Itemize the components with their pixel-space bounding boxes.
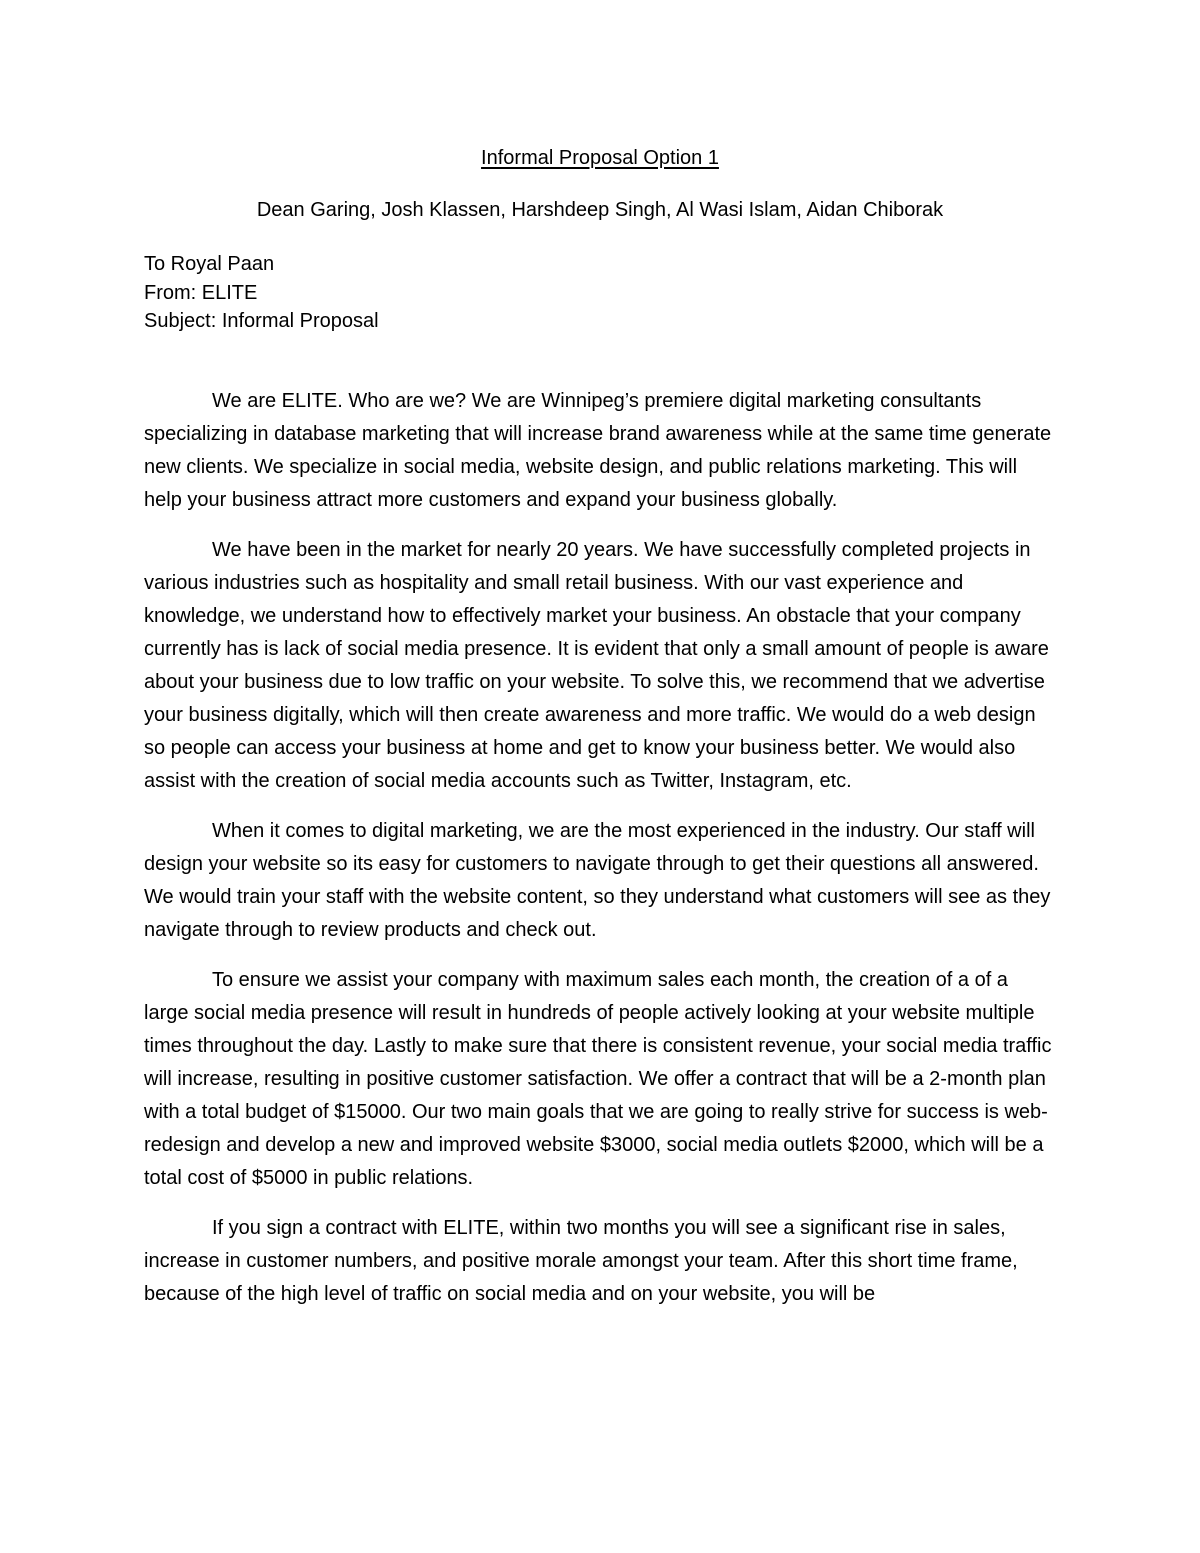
memo-header	[144, 250, 1056, 336]
body-paragraph: We are ELITE. Who are we? We are Winnipeg’s premiere digital marketing consultants specializing in database marketing that will increase brand awareness while at the same time generate new clients. We specialize in social media, website design, and public relations marketing. This will help your business attract more customers and expand your business globally.	[144, 390, 1052, 511]
memo-subject: Subject: Informal Proposal	[144, 310, 379, 332]
body-paragraph: To ensure we assist your company with maximum sales each month, the creation of a of a large social media presence will result in hundreds of people actively looking at your website multiple times throughout the day. Lastly to make sure that there is consistent revenue, your social media traffic will increase, resulting in positive customer satisfaction. We offer a contract that will be a 2-month plan with a total budget of $15000. Our two main goals that we are going to really strive for success is web-redesign and develop a new and improved website $3000, social media outlets $2000, which will be a total cost of $5000 in public relations.	[144, 969, 1052, 1189]
body-paragraph: If you sign a contract with ELITE, within two months you will see a significant rise in sales, increase in customer numbers, and positive morale amongst your team. After this short time frame, because of the high level of traffic on social media and on your website, you will be	[144, 1217, 1018, 1305]
author-list: Dean Garing, Josh Klassen, Harshdeep Singh, Al Wasi Islam, Aidan Chiborak	[256, 199, 944, 221]
body-paragraph: When it comes to digital marketing, we are the most experienced in the industry. Our staff will design your website so its easy for customers to navigate through to get their questions all answered. We would train your staff with the website content, so they understand what customers will see as they navigate through to review products and check out.	[144, 820, 1051, 941]
document-body	[144, 385, 1056, 1311]
memo-from: From: ELITE	[144, 281, 258, 304]
body-paragraph: We have been in the market for nearly 20 years. We have successfully completed projects in various industries such as hospitality and small retail business. With our vast experience and knowledge, we understand how to effectively market your business. An obstacle that your company currently has is lack of social media presence. It is evident that only a small amount of people is aware about your business due to low traffic on your website. To solve this, we recommend that we advertise your business digitally, which will then create awareness and more traffic. We would do a web design so people can access your business at home and get to know your business better. We would also assist with the creation of social media accounts such as Twitter, Instagram, etc.	[144, 539, 1049, 792]
document-title: Informal Proposal Option 1	[481, 147, 719, 169]
memo-to: To Royal Paan	[144, 253, 275, 275]
